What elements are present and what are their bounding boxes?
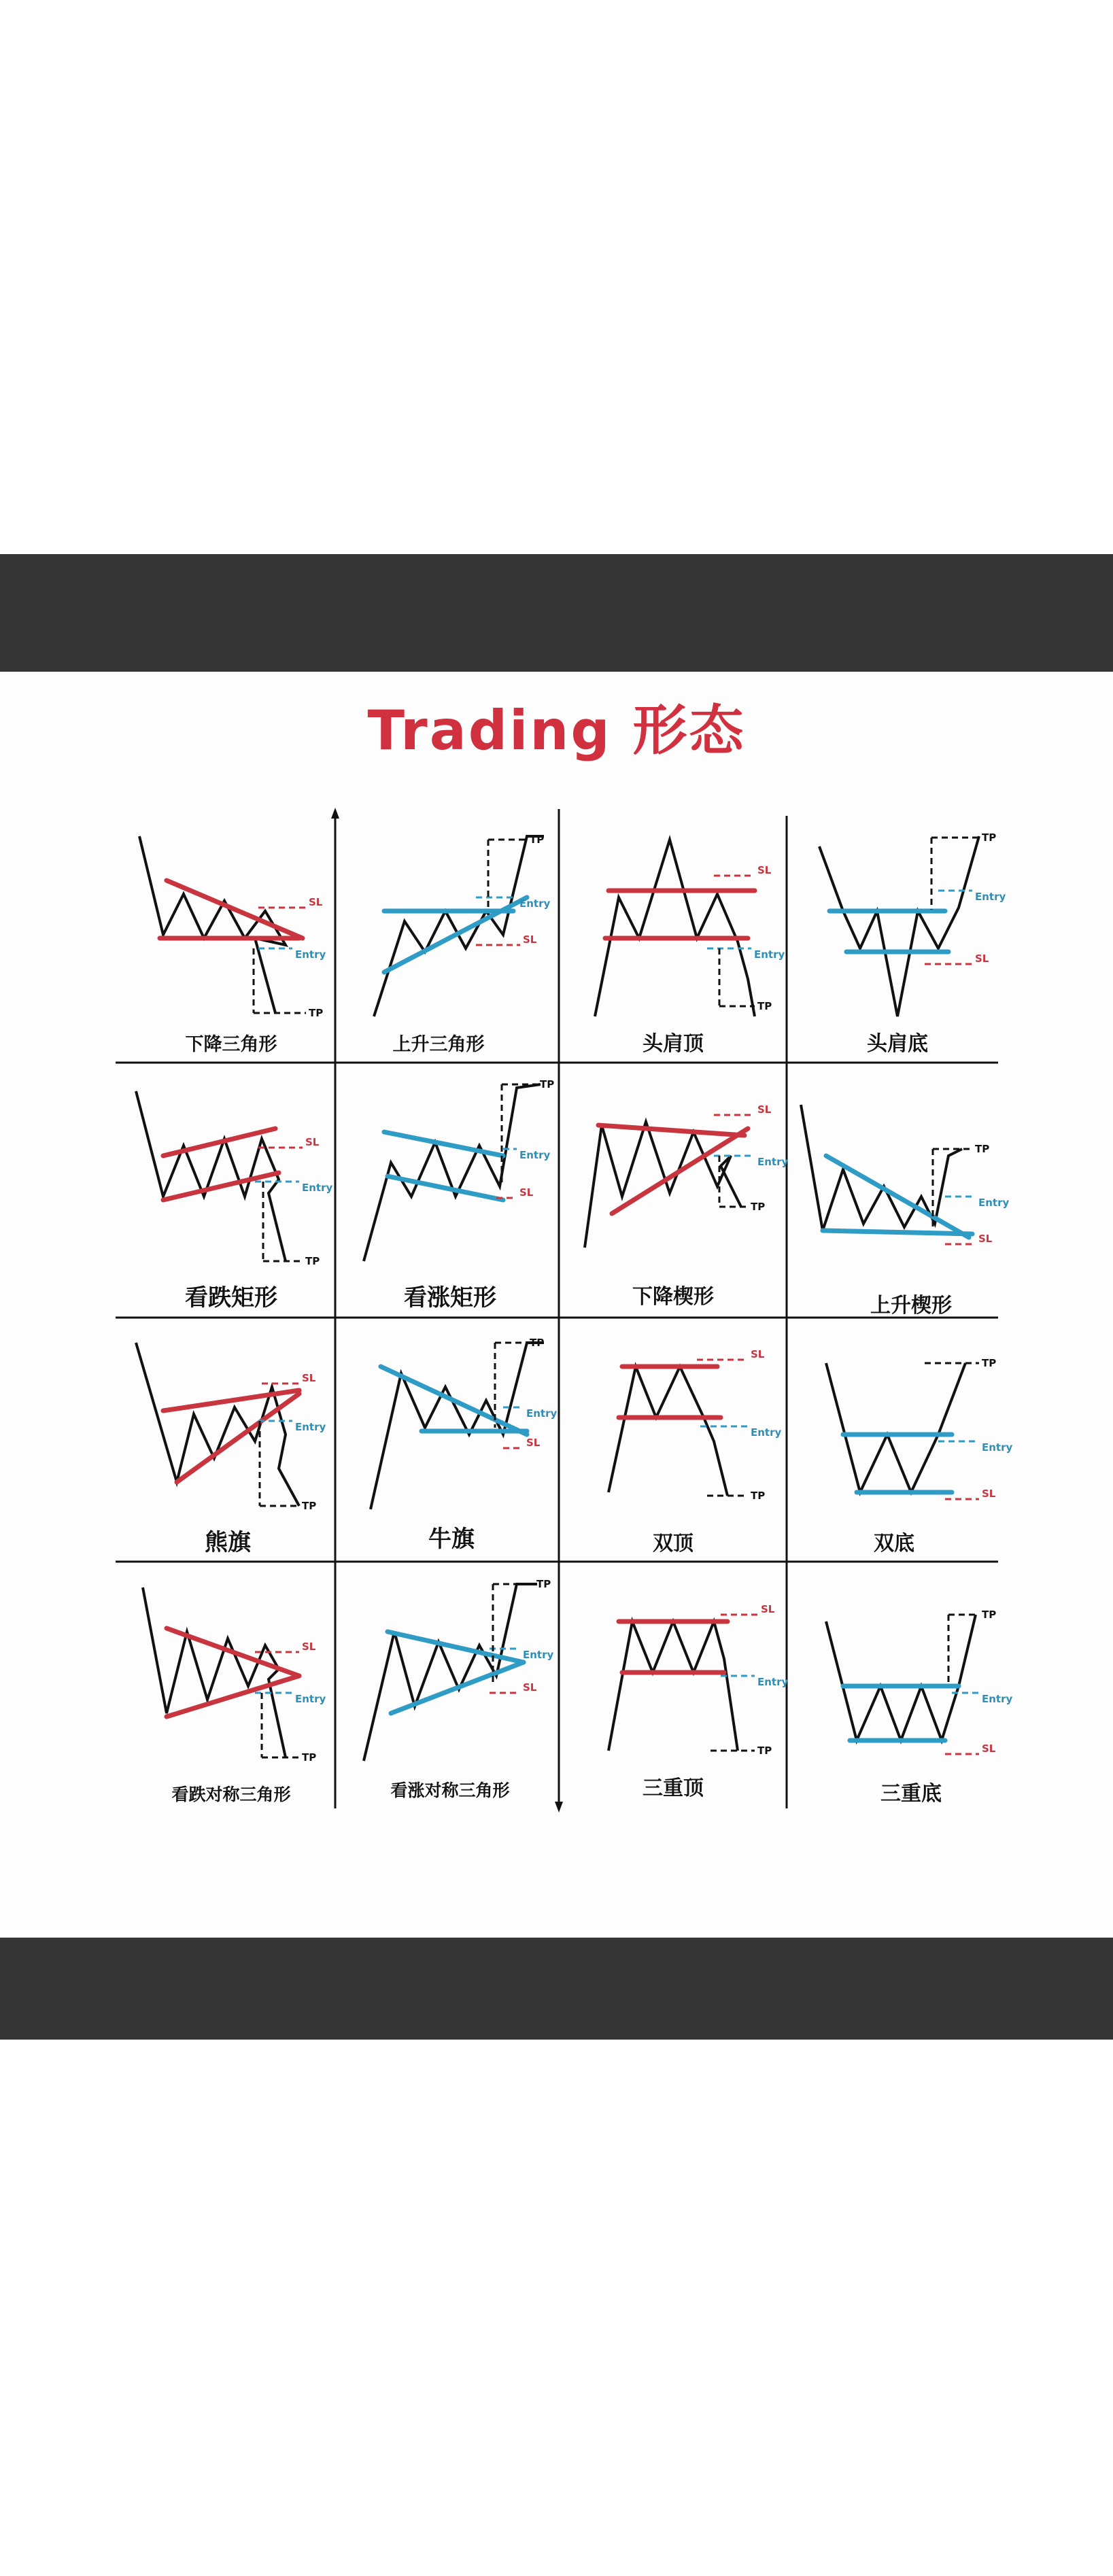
pattern-name: 上升三角形 xyxy=(392,1034,485,1055)
price-path xyxy=(826,1363,965,1492)
sl-label: SL xyxy=(757,864,772,876)
price-path xyxy=(585,1122,741,1248)
sl-label: SL xyxy=(523,1681,537,1694)
sl-label: SL xyxy=(523,933,537,946)
entry-label: Entry xyxy=(754,948,785,961)
pattern-cell-2 xyxy=(374,834,550,1055)
pattern-name: 看跌对称三角形 xyxy=(171,1785,291,1804)
pattern-cell-16 xyxy=(826,1609,1012,1806)
pattern-boundary-line xyxy=(381,1367,527,1435)
pattern-name: 熊旗 xyxy=(205,1529,251,1556)
sl-label: SL xyxy=(526,1437,541,1449)
entry-label: Entry xyxy=(523,1649,554,1661)
pattern-name: 看涨矩形 xyxy=(404,1284,496,1311)
tp-label: TP xyxy=(302,1751,317,1764)
sl-label: SL xyxy=(302,1641,316,1653)
entry-label: Entry xyxy=(982,1693,1013,1705)
tp-label: TP xyxy=(982,1609,997,1621)
sl-label: SL xyxy=(761,1603,775,1615)
pattern-name: 牛旗 xyxy=(428,1526,475,1553)
arrow-down-icon xyxy=(555,1802,563,1813)
entry-label: Entry xyxy=(295,1421,326,1433)
pattern-name: 三重顶 xyxy=(643,1776,704,1800)
sl-label: SL xyxy=(751,1348,765,1360)
tp-label: TP xyxy=(982,831,997,844)
pattern-cell-4 xyxy=(819,831,1006,1056)
tp-label: TP xyxy=(540,1078,555,1090)
pattern-name: 下降楔形 xyxy=(632,1285,714,1309)
price-path xyxy=(364,1084,541,1261)
page-title: Trading 形态 xyxy=(367,699,746,762)
pattern-boundary-line xyxy=(167,880,303,938)
pattern-cell-6 xyxy=(364,1078,554,1311)
pattern-cell-1 xyxy=(139,836,326,1055)
price-path xyxy=(595,840,755,1016)
entry-label: Entry xyxy=(526,1407,558,1420)
price-path xyxy=(136,1343,299,1506)
pattern-cell-12 xyxy=(826,1357,1012,1556)
pattern-cell-11 xyxy=(609,1348,781,1556)
pattern-cell-10 xyxy=(371,1337,557,1553)
sl-label: SL xyxy=(757,1103,772,1116)
tp-label: TP xyxy=(757,1745,772,1757)
sl-label: SL xyxy=(982,1742,996,1755)
entry-label: Entry xyxy=(302,1182,333,1194)
pattern-cell-15 xyxy=(609,1603,788,1800)
pattern-boundary-line xyxy=(612,1129,748,1214)
sl-label: SL xyxy=(302,1372,316,1384)
tp-label: TP xyxy=(530,834,545,846)
price-path xyxy=(371,1343,544,1509)
pattern-cell-3 xyxy=(595,840,785,1056)
tp-label: TP xyxy=(305,1255,320,1267)
entry-label: Entry xyxy=(519,1149,551,1161)
pattern-name: 上升楔形 xyxy=(870,1294,952,1318)
pattern-cell-5 xyxy=(136,1091,332,1311)
pattern-cell-14 xyxy=(364,1578,553,1800)
entry-label: Entry xyxy=(978,1197,1010,1209)
price-path xyxy=(609,1367,727,1496)
sl-label: SL xyxy=(978,1233,993,1245)
tp-label: TP xyxy=(536,1578,551,1590)
pattern-cell-7 xyxy=(585,1103,788,1309)
price-path xyxy=(609,1621,738,1751)
pattern-boundary-line xyxy=(598,1125,744,1135)
entry-label: Entry xyxy=(519,897,551,910)
pattern-name: 双顶 xyxy=(653,1532,694,1556)
entry-label: Entry xyxy=(975,891,1006,903)
tp-label: TP xyxy=(302,1500,317,1512)
tp-label: TP xyxy=(530,1337,545,1349)
pattern-name: 头肩顶 xyxy=(643,1032,704,1056)
entry-label: Entry xyxy=(757,1676,789,1688)
tp-label: TP xyxy=(309,1007,324,1019)
pattern-cell-13 xyxy=(143,1587,326,1804)
pattern-boundary-line xyxy=(823,1231,972,1234)
entry-label: Entry xyxy=(751,1426,782,1439)
price-path xyxy=(139,836,286,1013)
price-path xyxy=(143,1587,286,1757)
arrow-up-icon xyxy=(331,808,339,819)
pattern-name: 看跌矩形 xyxy=(185,1284,277,1311)
tp-label: TP xyxy=(757,1000,772,1012)
price-path xyxy=(364,1584,537,1761)
pattern-boundary-line xyxy=(163,1173,279,1200)
tp-label: TP xyxy=(975,1143,990,1155)
price-path xyxy=(374,836,544,1016)
tp-label: TP xyxy=(751,1201,766,1213)
pattern-name: 头肩底 xyxy=(867,1032,928,1056)
entry-label: Entry xyxy=(295,1693,326,1705)
price-path xyxy=(826,1615,976,1740)
tp-label: TP xyxy=(982,1357,997,1369)
tp-label: TP xyxy=(751,1490,766,1502)
pattern-name: 看涨对称三角形 xyxy=(390,1781,510,1800)
pattern-cell-9 xyxy=(136,1343,326,1556)
price-path xyxy=(801,1105,962,1231)
sl-label: SL xyxy=(305,1136,320,1148)
pattern-boundary-line xyxy=(384,1132,503,1156)
sl-label: SL xyxy=(519,1186,534,1199)
entry-label: Entry xyxy=(757,1156,789,1168)
entry-label: Entry xyxy=(982,1441,1013,1454)
sl-label: SL xyxy=(309,896,323,908)
sl-label: SL xyxy=(975,952,989,965)
pattern-name: 下降三角形 xyxy=(185,1034,277,1055)
pattern-boundary-line xyxy=(167,1676,299,1717)
sl-label: SL xyxy=(982,1488,996,1500)
entry-label: Entry xyxy=(295,948,326,961)
pattern-name: 三重底 xyxy=(880,1782,942,1806)
pattern-name: 双底 xyxy=(874,1532,914,1556)
price-path xyxy=(819,836,979,1016)
pattern-cell-8 xyxy=(801,1105,1009,1318)
